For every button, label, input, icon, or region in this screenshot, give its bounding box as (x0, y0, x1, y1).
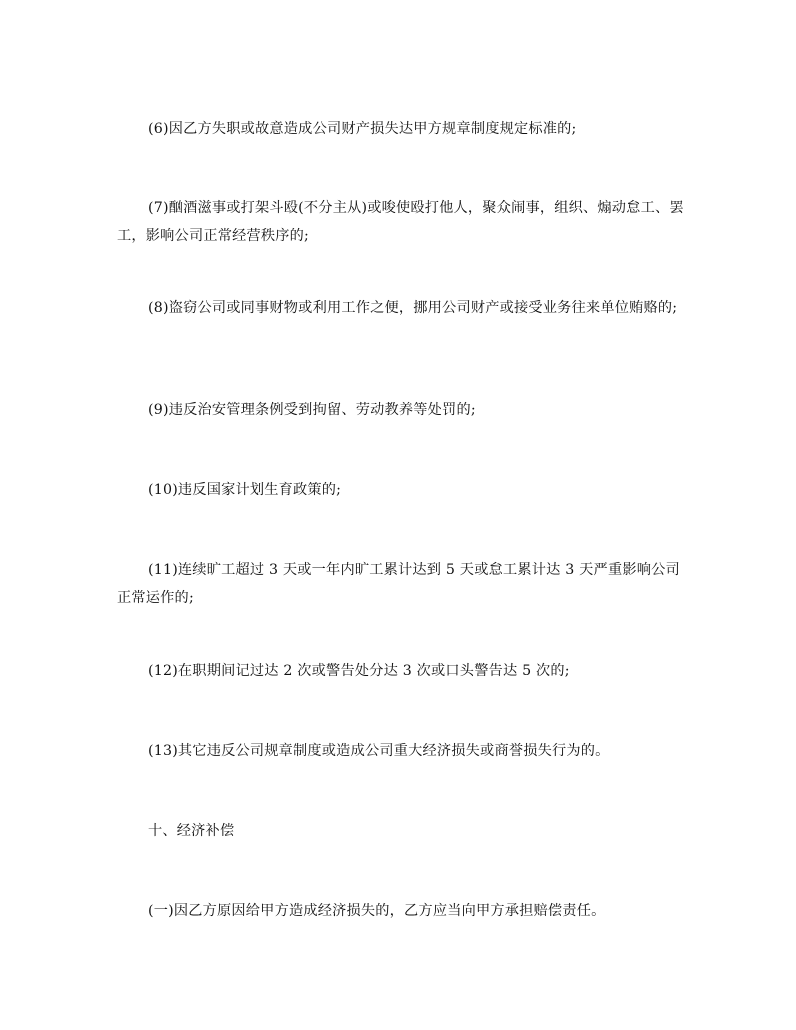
clause-item-9: (9)违反治安管理条例受到拘留、劳动教养等处罚的; (148, 402, 476, 418)
clause-item-11: (11)连续旷工超过 3 天或一年内旷工累计达到 5 天或怠工累计达 3 天严重影响公司正常运作的; (117, 562, 680, 606)
clause-item-7: (7)酗酒滋事或打架斗殴(不分主从)或唆使殴打他人，聚众闹事，组织、煽动怠工、罢工，影响公司正常经营秩序的; (117, 200, 684, 244)
section-heading-economic-compensation: 十、经济补偿 (148, 823, 235, 839)
clause-item-10: (10)违反国家计划生育政策的; (148, 482, 342, 498)
clause-item-6: (6)因乙方失职或故意造成公司财产损失达甲方规章制度规定标准的; (148, 121, 577, 137)
clause-item-12: (12)在职期间记过达 2 次或警告处分达 3 次或口头警告达 5 次的; (148, 663, 570, 679)
clause-item-13: (13)其它违反公司规章制度或造成公司重大经济损失或商誉损失行为的。 (148, 743, 610, 759)
compensation-clause-1: (一)因乙方原因给甲方造成经济损失的，乙方应当向甲方承担赔偿责任。 (148, 903, 606, 919)
clause-item-8: (8)盗窃公司或同事财物或利用工作之便，挪用公司财产或接受业务往来单位贿赂的; (148, 300, 678, 316)
